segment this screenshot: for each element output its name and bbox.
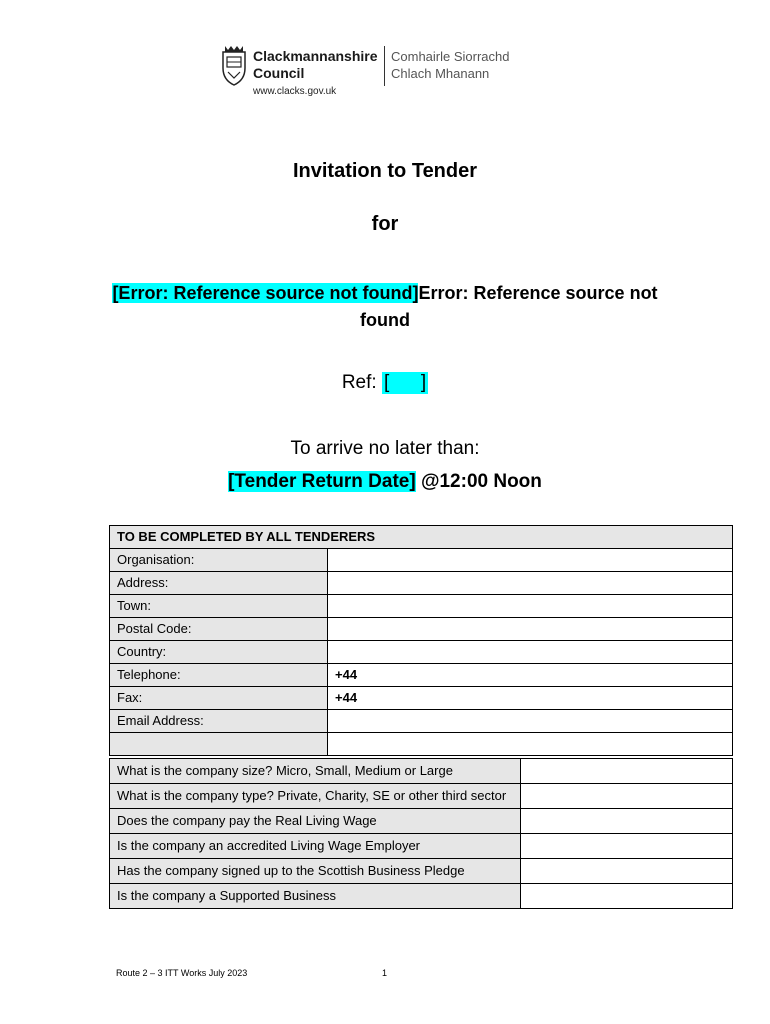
living-wage-answer[interactable] xyxy=(521,809,733,834)
logo-name xyxy=(253,48,378,82)
company-questions-table xyxy=(109,758,733,909)
business-pledge-answer[interactable] xyxy=(521,859,733,884)
for-label: for xyxy=(371,213,399,235)
company-type-question: What is the company type? Private, Charity, SE or other third sector xyxy=(110,784,521,809)
telephone-label: Telephone: xyxy=(110,664,328,687)
tender-name-error xyxy=(110,280,660,334)
table-row xyxy=(110,572,733,595)
logo-divider xyxy=(384,46,385,86)
return-date-field[interactable]: [Tender Return Date] xyxy=(228,471,416,492)
fax-label: Fax: xyxy=(110,687,328,710)
table-row xyxy=(110,809,733,834)
table-row xyxy=(110,618,733,641)
table-header: TO BE COMPLETED BY ALL TENDERERS xyxy=(110,526,733,549)
accredited-employer-question: Is the company an accredited Living Wage Employer xyxy=(110,834,521,859)
ref-label: Ref: xyxy=(341,372,382,393)
address-label: Address: xyxy=(110,572,328,595)
arrive-label: To arrive no later than: xyxy=(290,438,480,459)
ref-value-field[interactable]: [ ] xyxy=(383,372,427,393)
supported-business-question: Is the company a Supported Business xyxy=(110,884,521,909)
telephone-field[interactable]: +44 xyxy=(328,664,733,687)
logo-gaelic-line1: Comhairle Siorrachd xyxy=(391,49,510,64)
business-pledge-question: Has the company signed up to the Scottish Business Pledge xyxy=(110,859,521,884)
table-row xyxy=(110,834,733,859)
table-row xyxy=(110,664,733,687)
town-field[interactable] xyxy=(328,595,733,618)
table-row xyxy=(110,733,733,756)
table-row xyxy=(110,687,733,710)
accredited-employer-answer[interactable] xyxy=(521,834,733,859)
table-row xyxy=(110,710,733,733)
logo-gaelic-name xyxy=(391,48,510,82)
return-deadline xyxy=(0,471,770,493)
organisation-label: Organisation: xyxy=(110,549,328,572)
table-row xyxy=(110,595,733,618)
living-wage-question: Does the company pay the Real Living Wage xyxy=(110,809,521,834)
table-row xyxy=(110,641,733,664)
footer-page-number: 1 xyxy=(382,968,388,978)
organisation-field[interactable] xyxy=(328,549,733,572)
reference-line xyxy=(0,372,770,394)
table-row xyxy=(110,784,733,809)
logo-url: www.clacks.gov.uk xyxy=(253,86,337,97)
email-label: Email Address: xyxy=(110,710,328,733)
table-row xyxy=(110,549,733,572)
company-size-question: What is the company size? Micro, Small, Medium or Large xyxy=(110,759,521,784)
company-size-answer[interactable] xyxy=(521,759,733,784)
return-time: @12:00 Noon xyxy=(415,471,542,492)
postal-code-field[interactable] xyxy=(328,618,733,641)
supported-business-answer[interactable] xyxy=(521,884,733,909)
logo-gaelic-line2: Chlach Mhanann xyxy=(391,66,490,81)
blank-label xyxy=(110,733,328,756)
table-row xyxy=(110,759,733,784)
country-label: Country: xyxy=(110,641,328,664)
council-logo xyxy=(219,44,519,102)
footer-document-name: Route 2 – 3 ITT Works July 2023 xyxy=(116,968,248,978)
council-crest-icon xyxy=(219,44,249,86)
tenderer-details-table xyxy=(109,525,733,756)
email-field[interactable] xyxy=(328,710,733,733)
address-field[interactable] xyxy=(328,572,733,595)
town-label: Town: xyxy=(110,595,328,618)
document-title: Invitation to Tender xyxy=(292,160,478,182)
company-type-answer[interactable] xyxy=(521,784,733,809)
blank-field[interactable] xyxy=(328,733,733,756)
logo-name-line2: Council xyxy=(253,65,305,81)
error-highlighted-text: [Error: Reference source not found] xyxy=(112,283,419,303)
table-row xyxy=(110,884,733,909)
country-field[interactable] xyxy=(328,641,733,664)
postal-code-label: Postal Code: xyxy=(110,618,328,641)
table-row xyxy=(110,859,733,884)
logo-name-line1: Clackmannanshire xyxy=(253,48,378,64)
error-rest-text: Error: Reference source not found xyxy=(360,283,658,330)
fax-field[interactable]: +44 xyxy=(328,687,733,710)
